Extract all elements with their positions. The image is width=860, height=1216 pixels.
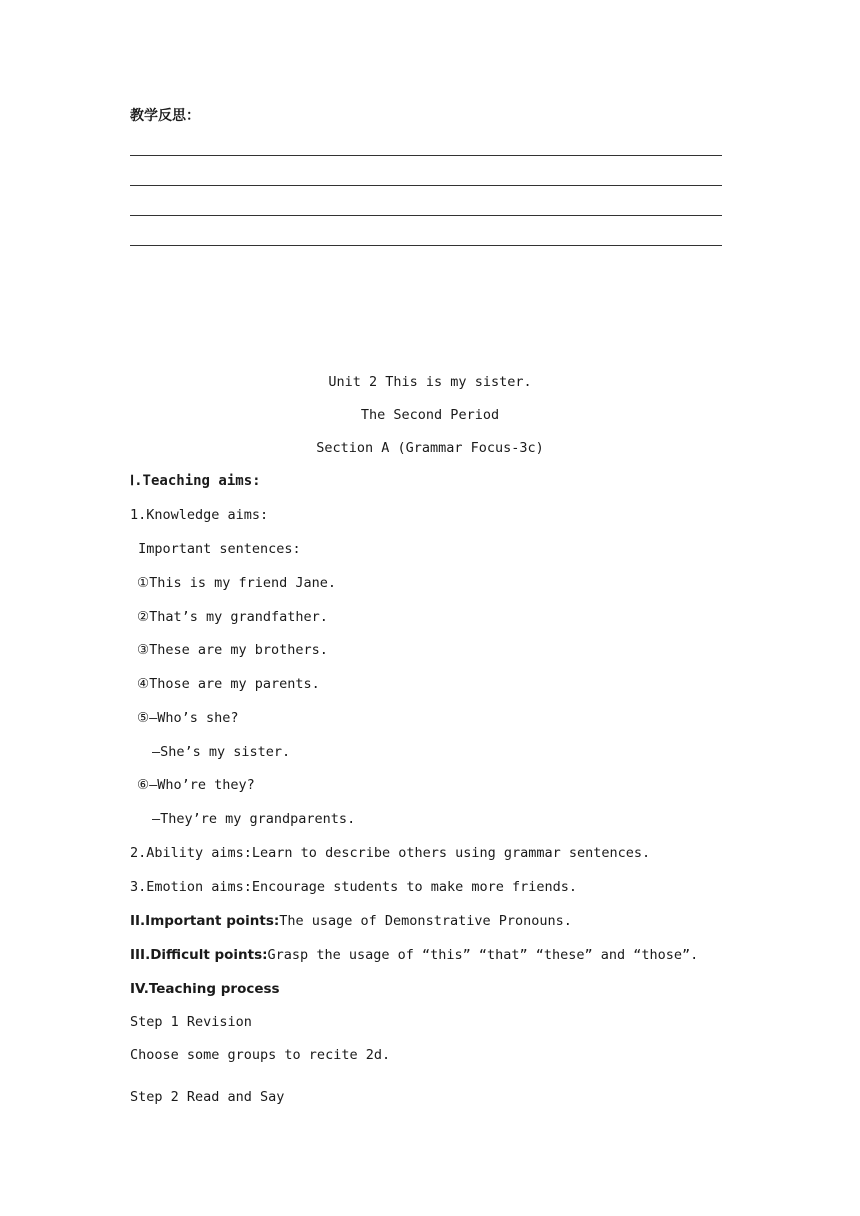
sentence-item: ①This is my friend Jane. [137,575,337,591]
important-points-label: II.Important points: [130,913,280,929]
sentence-item: ③These are my brothers. [137,642,328,658]
sentence-item: ②That’s my grandfather. [137,609,328,625]
reflection-title: 教学反思： [130,108,200,124]
important-points [130,912,572,930]
difficult-points [130,946,698,964]
difficult-points-label: III.Difficult points: [130,947,268,963]
reflection-line-4 [130,245,722,246]
step-1-heading: Step 1 Revision [130,1014,252,1030]
emotion-aims: 3.Emotion aims:Encourage students to make more friends. [130,879,578,895]
sentence-item: ④Those are my parents. [137,676,320,692]
step-1-text: Choose some groups to recite 2d. [130,1047,391,1063]
sentence-item: ⑤—Who’s she? [137,710,239,726]
reflection-line-3 [130,215,722,216]
sentence-item: ⑥—Who’re they? [137,777,255,793]
reflection-line-1 [130,155,722,156]
difficult-points-text: Grasp the usage of “this” “that” “these” and “those”. [267,947,699,963]
section-title: Section A (Grammar Focus-3c) [316,440,544,456]
sentence-item: —She’s my sister. [152,744,291,760]
step-2-heading: Step 2 Read and Say [130,1089,285,1105]
ability-aims: 2.Ability aims:Learn to describe others using grammar sentences. [130,845,651,861]
reflection-line-2 [130,185,722,186]
teaching-process-heading: IV.Teaching process [130,981,280,997]
important-sentences-label: Important sentences: [130,541,301,557]
sentence-item: —They’re my grandparents. [152,811,356,827]
unit-title: Unit 2 This is my sister. [328,374,532,390]
important-points-text: The usage of Demonstrative Pronouns. [279,913,572,929]
knowledge-aims: 1.Knowledge aims: [130,507,269,523]
teaching-aims-heading: Ⅰ.Teaching aims: [130,473,261,489]
period-title: The Second Period [360,407,500,423]
